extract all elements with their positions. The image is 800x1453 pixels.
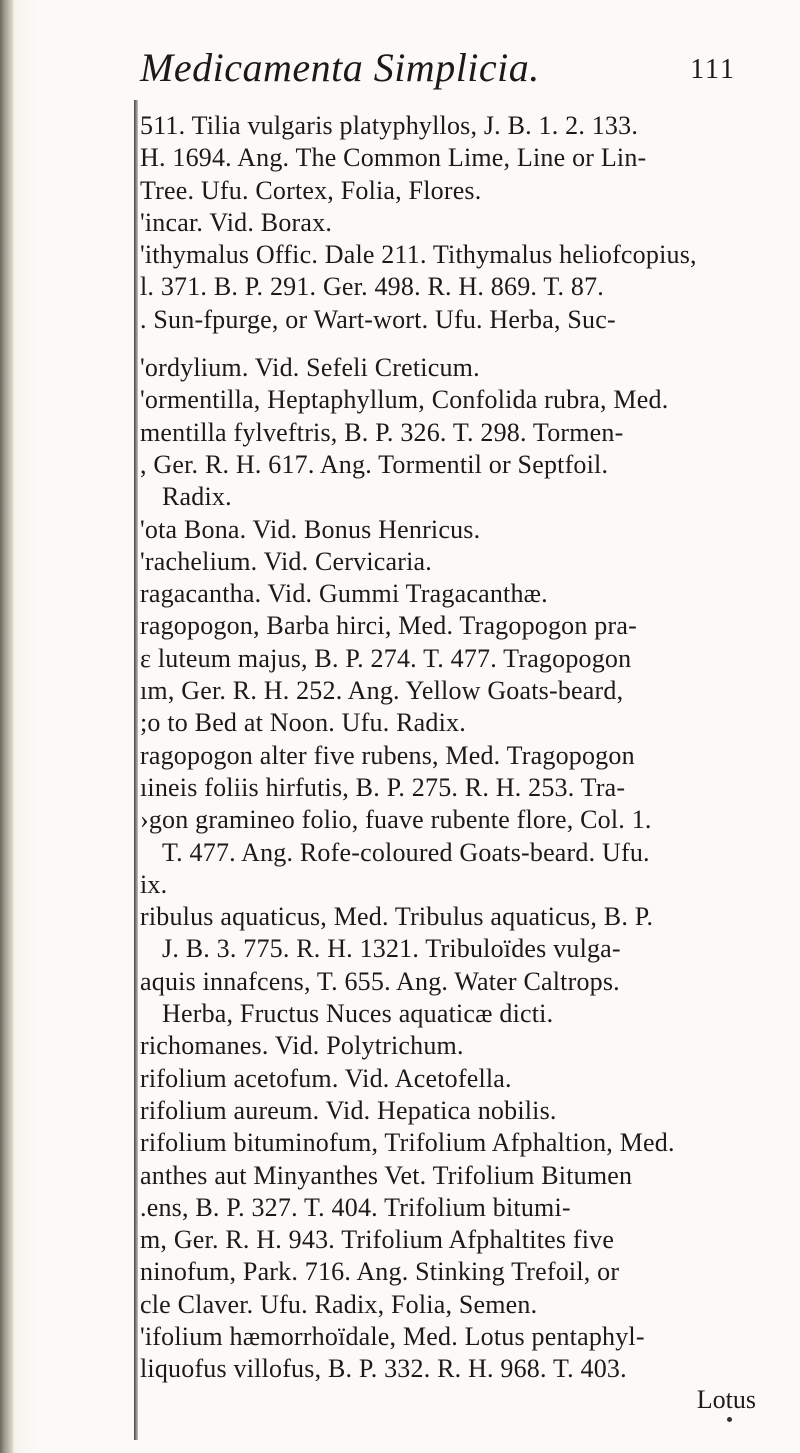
text-line: ;o to Bed at Noon. Ufu. Radix.: [140, 708, 466, 738]
text-line: H. 1694. Ang. The Common Lime, Line or Lin-: [140, 143, 647, 173]
page-number: 111: [690, 54, 736, 85]
text-line: richomanes. Vid. Polytrichum.: [140, 1031, 464, 1061]
text-line: cle Claver. Ufu. Radix, Folia, Semen.: [140, 1289, 538, 1319]
text-line: ragopogon, Barba hirci, Med. Tragopogon pra-: [140, 611, 637, 641]
text-line: 'rachelium. Vid. Cervicaria.: [140, 546, 432, 576]
text-line: aquis innafcens, T. 655. Ang. Water Caltrops.: [140, 966, 620, 996]
text-line: m, Ger. R. H. 943. Trifolium Afphaltites five: [140, 1225, 615, 1255]
text-line: J. B. 3. 775. R. H. 1321. Tribuloïdes vulga-: [162, 934, 621, 964]
page-header: [140, 38, 780, 98]
text-line: ıineis foliis hirfutis, B. P. 275. R. H. 253. Tra-: [140, 772, 626, 802]
text-line: rifolium acetofum. Vid. Acetofella.: [140, 1063, 512, 1093]
text-line: rifolium aureum. Vid. Hepatica nobilis.: [140, 1095, 557, 1125]
text-line: 'ifolium hæmorrhoïdale, Med. Lotus pentaphyl-: [140, 1321, 645, 1351]
running-title: Medicamenta Simplicia.: [140, 45, 540, 90]
text-line: Tree. Ufu. Cortex, Folia, Flores.: [140, 175, 482, 205]
text-line: ›gon gramineo folio, fuave rubente flore, Col. 1.: [140, 805, 652, 835]
text-line: liquofus villofus, B. P. 332. R. H. 968. T. 403.: [140, 1354, 627, 1384]
text-line: rifolium bituminofum, Trifolium Afphaltion, Med.: [140, 1128, 675, 1158]
ink-speck: [727, 1417, 732, 1422]
text-line: l. 371. B. P. 291. Ger. 498. R. H. 869. T. 87.: [140, 272, 604, 302]
text-line: ε luteum majus, B. P. 274. T. 477. Tragopogon: [140, 643, 632, 673]
text-line: ninofum, Park. 716. Ang. Stinking Trefoil, or: [140, 1257, 620, 1287]
text-line: T. 477. Ang. Rofe-coloured Goats-beard. Ufu.: [162, 837, 650, 867]
text-line: , Ger. R. H. 617. Ang. Tormentil or Septfoil.: [140, 449, 609, 479]
text-line: mentilla fylveftris, B. P. 326. T. 298. Tormen-: [140, 417, 624, 447]
text-line: 'ormentilla, Heptaphyllum, Confolida rubra, Med.: [140, 385, 669, 415]
catchword: Lotus: [696, 1385, 756, 1414]
text-line: 511. Tilia vulgaris platyphyllos, J. B. 1. 2. 133.: [140, 111, 639, 140]
text-line: 'incar. Vid. Borax.: [140, 207, 333, 237]
text-line: ix.: [140, 869, 168, 899]
cropped-margin-shadow: [134, 100, 138, 1440]
text-line: 'ordylium. Vid. Sefeli Creticum.: [140, 353, 480, 383]
text-line: ragacantha. Vid. Gummi Tragacanthæ.: [140, 579, 548, 609]
text-line: anthes aut Minyanthes Vet. Trifolium Bitumen: [140, 1160, 633, 1190]
text-line: 'ota Bona. Vid. Bonus Henricus.: [140, 514, 481, 544]
text-line: . Sun-fpurge, or Wart-wort. Ufu. Herba, Suc-: [140, 304, 616, 334]
binding-gutter: [0, 0, 14, 1453]
text-line: .ens, B. P. 327. T. 404. Trifolium bitumi-: [140, 1192, 571, 1222]
text-line: 'ithymalus Offic. Dale 211. Tithymalus heliofcopius,: [140, 240, 697, 270]
text-line: ribulus aquaticus, Med. Tribulus aquaticus, B. P.: [140, 902, 654, 932]
text-line: ragopogon alter five rubens, Med. Tragopogon: [140, 740, 635, 770]
text-line: Radix.: [162, 482, 232, 512]
text-line: ım, Ger. R. H. 252. Ang. Yellow Goats-beard,: [140, 676, 624, 706]
text-line: Herba, Fructus Nuces aquaticæ dicti.: [162, 999, 554, 1029]
text-body: [140, 110, 780, 1386]
